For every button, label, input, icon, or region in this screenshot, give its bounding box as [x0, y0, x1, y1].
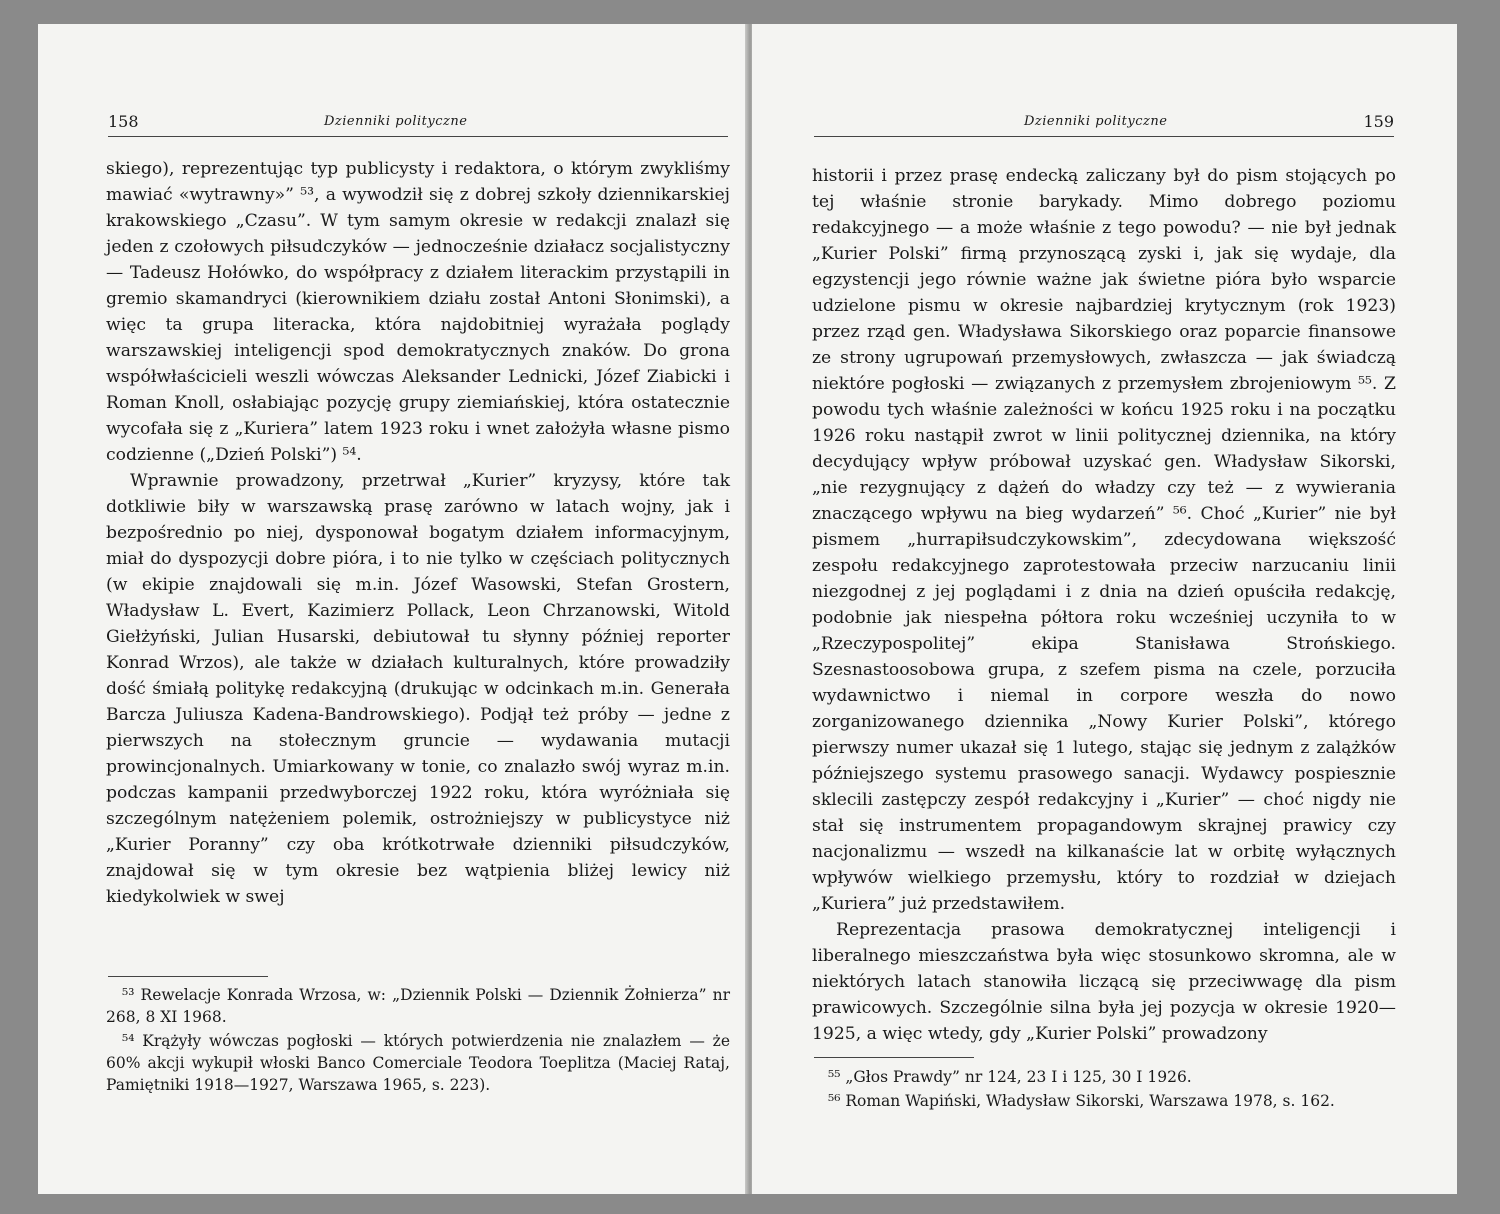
left-page-number: 158: [108, 112, 139, 131]
footnote-53: ⁵³ Rewelacje Konrada Wrzosa, w: „Dziennik Polski — Dziennik Żołnierza” nr 268, 8 XI 1968.: [106, 986, 730, 1026]
left-running-head: Dzienniki polityczne: [324, 114, 468, 129]
left-footnotes: [106, 984, 730, 1098]
left-paragraph-1: skiego), reprezentując typ publicysty i redaktora, o którym zwykliśmy mawiać «wytrawny»” ⁵³, a wywodził się z dobrej szkoły dziennikarskiej krakowskiego „Czasu”. W tym samym okresie w redakcji znalazł się jeden z czołowych piłsudczyków — jednocześnie działacz socjalistyczny — Tadeusz Hołówko, do współpracy z działem literackim przystąpili in gremio skamandryci (kierownikiem działu został Antoni Słonimski), a więc ta grupa literacka, która najdobitniej wyrażała poglądy warszawskiej inteligencji spod demokratycznych znaków. Do grona współwłaścicieli weszli wówczas Aleksander Lednicki, Józef Ziabicki i Roman Knoll, osłabiając pozycję grupy ziemiańskiej, która ostatecznie wycofała się z „Kuriera” latem 1923 roku i wnet założyła własne pismo codzienne („Dzień Polski”) ⁵⁴.: [106, 159, 730, 465]
right-paragraph-2: Reprezentacja prasowa demokratycznej inteligencji i liberalnego mieszczaństwa była więc stosunkowo skromna, ale w niektórych latach stanowiła liczącą się przeciwwagę dla pism prawicowych. Szczególnie silna była jej pozycja w okresie 1920—1925, a więc wtedy, gdy „Kurier Polski” prowadzony: [812, 920, 1396, 1044]
left-page: [38, 24, 748, 1194]
footnote-55: ⁵⁵ „Głos Prawdy” nr 124, 23 I i 125, 30 I 1926.: [828, 1068, 1192, 1086]
right-footnote-rule: [814, 1057, 974, 1058]
right-page: [752, 24, 1457, 1194]
right-page-header: [814, 110, 1394, 137]
footnote-54: ⁵⁴ Krążyły wówczas pogłoski — których potwierdzenia nie znalazłem — że 60% akcji wykupił włoski Banco Comerciale Teodora Toeplitza (Maciej Rataj, Pamiętniki 1918—1927, Warszawa 1965, s. 223).: [106, 1032, 730, 1094]
left-body-text: [106, 156, 730, 910]
right-footnotes: [812, 1066, 1396, 1114]
left-paragraph-2: Wprawnie prowadzony, przetrwał „Kurier” kryzysy, które tak dotkliwie biły w warszawską prasę zarówno w latach wojny, jak i bezpośrednio po niej, dysponował bogatym działem informacyjnym, miał do dyspozycji dobre pióra, i to nie tylko w częściach politycznych (w ekipie znajdowali się m.in. Józef Wasowski, Stefan Grostern, Władysław L. Evert, Kazimierz Pollack, Leon Chrzanowski, Witold Giełżyński, Julian Husarski, debiutował tu słynny później reporter Konrad Wrzos), ale także w działach kulturalnych, które prowadziły dość śmiałą politykę redakcyjną (drukując w odcinkach m.in. Generała Barcza Juliusza Kadena-Bandrowskiego). Podjął też próby — jedne z pierwszych na stołecznym gruncie — wydawania mutacji prowincjonalnych. Umiarkowany w tonie, co znalazło swój wyraz m.in. podczas kampanii przedwyborczej 1922 roku, która wyróżniała się szczególnym natężeniem polemik, ostrożniejszy w publicystyce niż „Kurier Poranny” czy oba krótkotrwałe dzienniki piłsudczyków, znajdował się w tym okresie bez wątpienia bliżej lewicy niż kiedykolwiek w swej: [106, 471, 730, 907]
right-page-number: 159: [1363, 112, 1394, 131]
left-footnote-rule: [108, 976, 268, 977]
right-paragraph-1: historii i przez prasę endecką zaliczany był do pism stojących po tej właśnie stronie barykady. Mimo dobrego poziomu redakcyjnego — a może właśnie z tego powodu? — nie był jednak „Kurier Polski” firmą przynoszącą zyski i, jak się wydaje, dla egzystencji jego równie ważne jak świetne pióra było wsparcie udzielone pismu w okresie najbardziej krytycznym (rok 1923) przez rząd gen. Władysława Sikorskiego oraz poparcie finansowe ze strony ugrupowań przemysłowych, zwłaszcza — jak świadczą niektóre pogłoski — związanych z przemysłem zbrojeniowym ⁵⁵. Z powodu tych właśnie zależności w końcu 1925 roku i na początku 1926 roku nastąpił zwrot w linii politycznej dziennika, na który decydujący wpływ próbował uzyskać gen. Władysław Sikorski, „nie rezygnujący z dążeń do władzy czy też — z wywierania znaczącego wpływu na bieg wydarzeń” ⁵⁶. Choć „Kurier” nie był pismem „hurrapiłsudczykowskim”, zdecydowana większość zespołu redakcyjnego zaprotestowała przeciw narzucaniu linii niezgodnej z jej poglądami i z dnia na dzień opuściła redakcję, podobnie jak niespełna półtora roku wcześniej uczyniła to w „Rzeczypospolitej” ekipa Stanisława Strońskiego. Szesnastoosobowa grupa, z szefem pisma na czele, porzuciła wydawnictwo i niemal in corpore weszła do nowo zorganizowanego dziennika „Nowy Kurier Polski”, którego pierwszy numer ukazał się 1 lutego, stając się jednym z zalążków późniejszego systemu prasowego sanacji. Wydawcy pospiesznie sklecili zastępczy zespół redakcyjny i „Kurier” — choć nigdy nie stał się instrumentem propagandowym skrajnej prawicy czy nacjonalizmu — wszedł na kilkanaście lat w orbitę wyłącznych wpływów wielkiego przemysłu, który to rozdział w dziejach „Kuriera” już przedstawiłem.: [812, 166, 1396, 914]
left-page-header: [108, 110, 728, 137]
right-running-head: Dzienniki polityczne: [1024, 114, 1168, 129]
right-body-text: [812, 163, 1396, 1047]
footnote-56: ⁵⁶ Roman Wapiński, Władysław Sikorski, Warszawa 1978, s. 162.: [828, 1092, 1335, 1110]
